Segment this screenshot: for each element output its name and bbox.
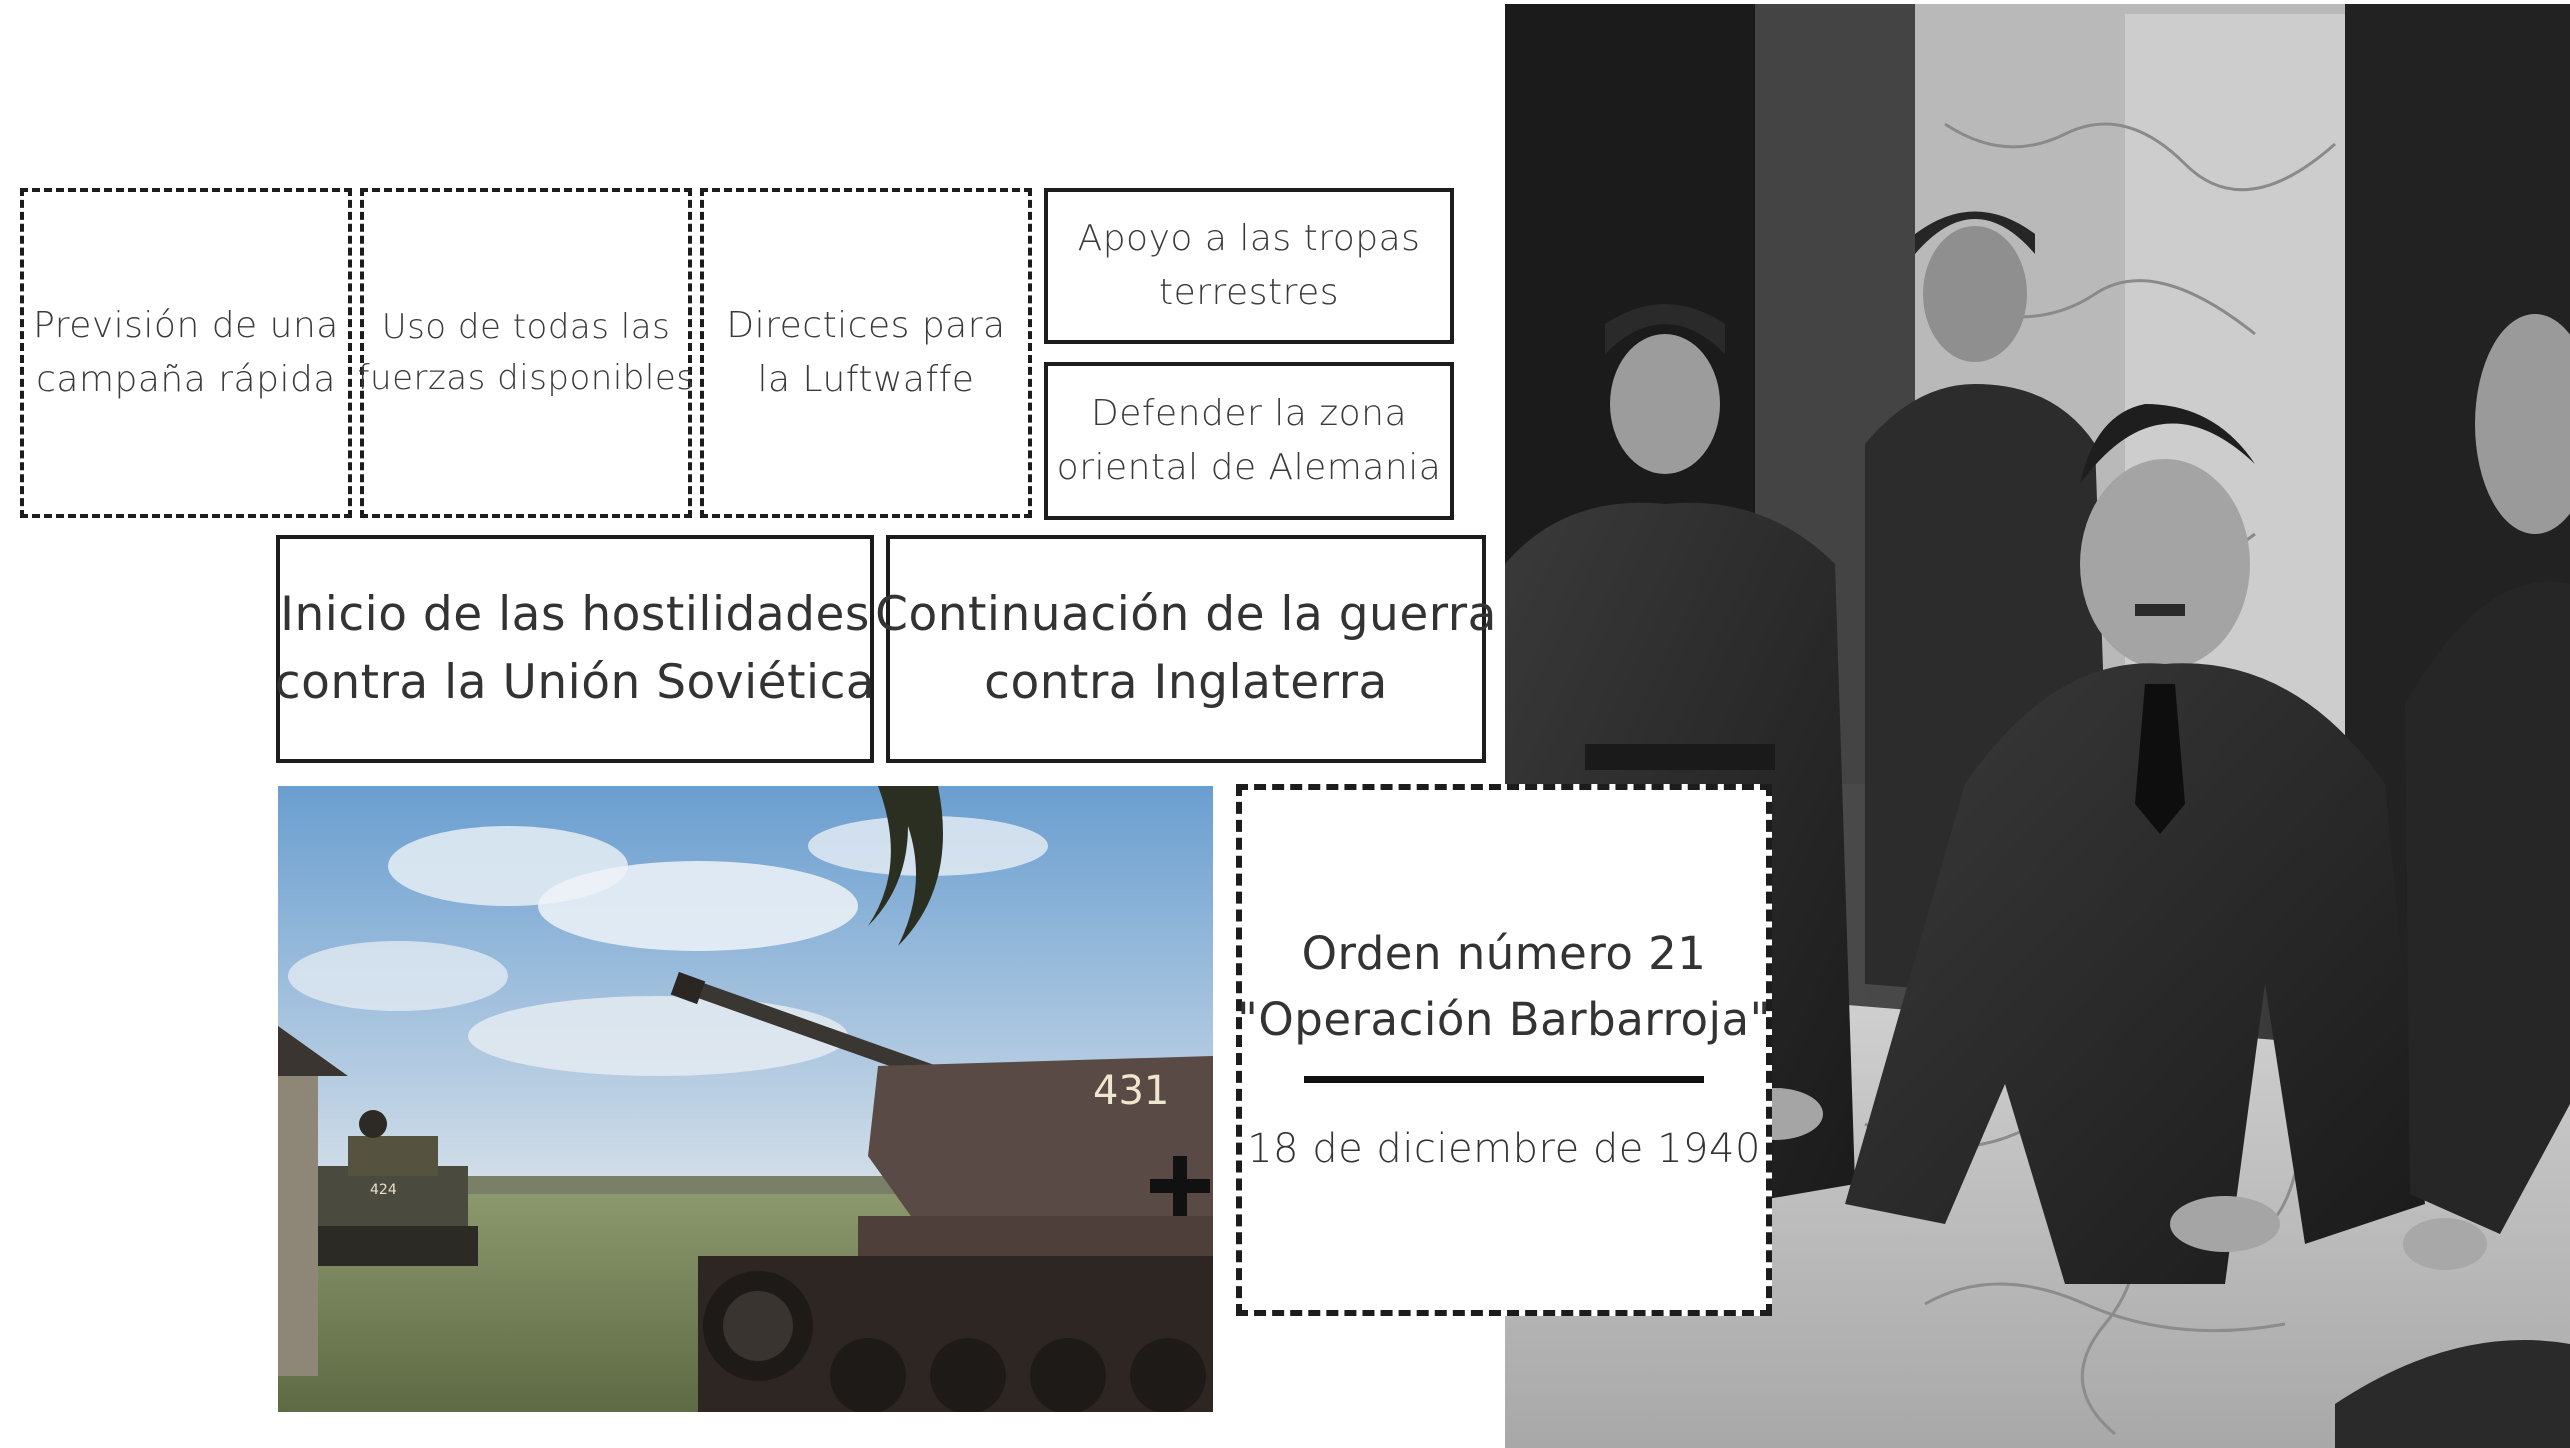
inicio-box [276,535,874,763]
order-date: 18 de diciembre de 1940 [1247,1125,1761,1172]
order-divider [1304,1076,1704,1083]
directices-box [700,188,1032,518]
continuacion-box [875,535,1497,763]
prevision-line1: Previsión de una [33,305,339,346]
order-title: Orden número 21 [1301,927,1707,981]
directices-line1: Directices para [726,305,1006,346]
continuacion-line2: contra Inglaterra [984,655,1388,710]
inicio-line1: Inicio de las hostilidades [280,586,870,642]
apoyo-line1: Apoyo a las tropas [1077,218,1421,259]
tank-photo [278,786,1213,1412]
apoyo-line2: terrestres [1158,272,1339,313]
defender-box [1044,362,1454,520]
apoyo-box [1044,188,1454,344]
directices-line2: la Luftwaffe [757,359,975,400]
defender-line1: Defender la zona [1090,393,1408,434]
order-operation-name: "Operación Barbarroja" [1237,992,1771,1046]
order-box [1236,784,1772,1316]
prevision-line2: campaña rápida [36,359,336,400]
defender-line2: oriental de Alemania [1056,447,1442,488]
tank-number: 431 [1093,1068,1170,1114]
uso-box [357,188,695,518]
prevision-box [20,188,352,518]
uso-line1: Uso de todas las [381,307,671,347]
uso-line2: fuerzas disponibles [357,358,695,398]
inicio-line2: contra la Unión Soviética [274,655,876,710]
tank-number-small: 424 [370,1182,397,1198]
continuacion-line1: Continuación de la guerra [875,586,1497,642]
